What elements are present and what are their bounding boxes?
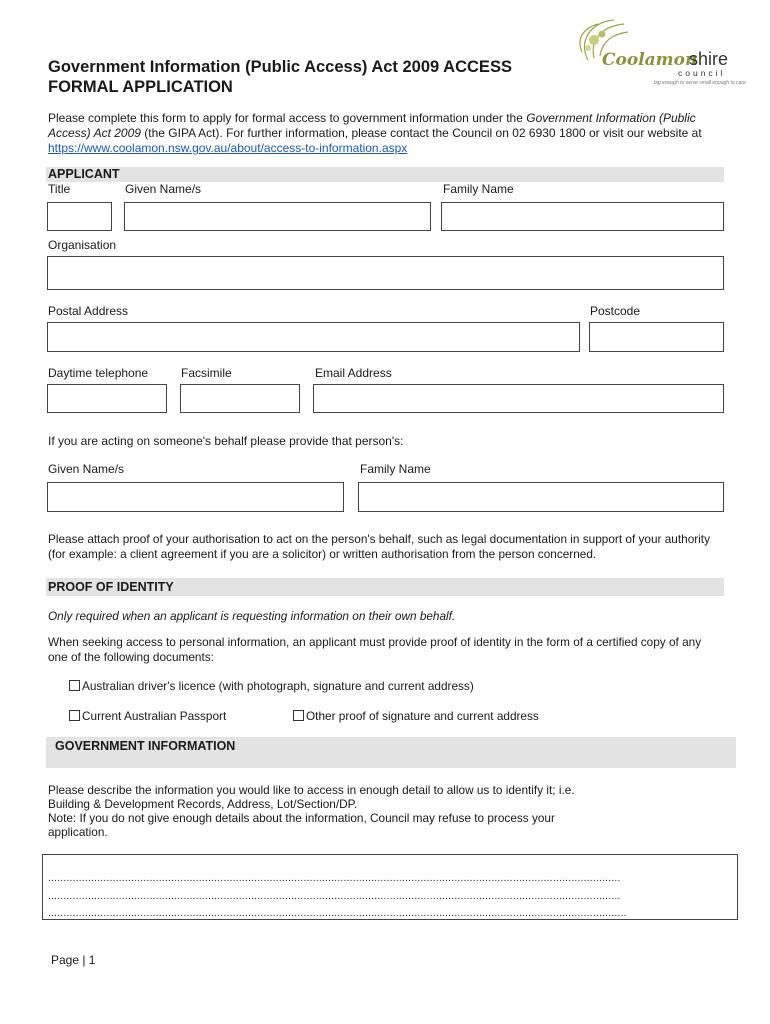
email-address-field[interactable] [313, 384, 724, 413]
logo-wordmark: Coolamon [602, 50, 698, 70]
family-name-label: Family Name [443, 182, 514, 196]
drivers-licence-checkbox[interactable] [69, 680, 80, 691]
identity-italic-note: Only required when an applicant is requesting information on their own behalf. [48, 609, 456, 623]
website-link[interactable]: https://www.coolamon.nsw.gov.au/about/access-to-information.aspx [48, 141, 408, 155]
postal-address-label: Postal Address [48, 304, 129, 318]
behalf-given-name-field[interactable] [47, 482, 344, 512]
identity-text: When seeking access to personal information, an applicant must provide proof of identity in the form of a certified copy of any one of the following documents: [48, 635, 702, 664]
description-line-2: .......................................................................................................................................................................................... [48, 891, 621, 902]
government-line-4: application. [48, 825, 108, 839]
daytime-telephone-field[interactable] [47, 384, 167, 413]
government-line-2: Building & Development Records, Address, Lot/Section/DP. [48, 797, 358, 811]
page-number: Page | 1 [51, 953, 96, 967]
given-name-label: Given Name/s [125, 182, 202, 196]
title-field[interactable] [47, 202, 112, 231]
authorisation-note: Please attach proof of your authorisation to act on the person's behalf, such as legal documentation in support of your authority (for example: a client agreement if you are a solicitor) or written authorisation from the person concerned. [48, 532, 710, 561]
facsimile-label: Facsimile [181, 366, 232, 380]
behalf-instruction: If you are acting on someone's behalf please provide that person's: [48, 434, 404, 448]
applicant-heading: APPLICANT [48, 167, 120, 181]
given-name-field[interactable] [124, 202, 431, 231]
option-drivers-licence[interactable]: Australian driver's licence (with photograph, signature and current address) [69, 679, 474, 694]
identity-heading: PROOF OF IDENTITY [48, 580, 174, 594]
behalf-family-name-label: Family Name [360, 462, 431, 476]
daytime-telephone-label: Daytime telephone [48, 366, 149, 380]
option-passport[interactable]: Current Australian Passport [69, 709, 226, 724]
page-title: Government Information (Public Access) Act 2009 ACCESS FORMAL APPLICATION [48, 58, 512, 96]
logo-tagline: big enough to serve small enough to care [654, 80, 746, 86]
description-line-1: .......................................................................................................................................................................................... [48, 873, 621, 884]
logo-council: council [678, 68, 726, 78]
family-name-field[interactable] [441, 202, 724, 231]
other-proof-checkbox[interactable] [293, 710, 304, 721]
council-logo [568, 12, 746, 92]
government-line-1: Please describe the information you would like to access in enough detail to allow us to identify it; i.e. [48, 783, 575, 797]
title-label: Title [48, 182, 71, 196]
government-line-3: Note: If you do not give enough details about the information, Council may refuse to process your [48, 811, 555, 825]
behalf-family-name-field[interactable] [358, 482, 724, 512]
logo-shire: shire [689, 49, 729, 69]
organisation-label: Organisation [48, 238, 117, 252]
organisation-field[interactable] [47, 256, 724, 290]
postal-address-field[interactable] [47, 322, 580, 352]
postcode-field[interactable] [589, 322, 724, 352]
passport-checkbox[interactable] [69, 710, 80, 721]
postcode-label: Postcode [590, 304, 641, 318]
applicant-section-bar [46, 167, 724, 182]
intro-paragraph: Please complete this form to apply for formal access to government information under the Government Information (Public Access) Act 2009 (the GIPA Act). For further information, please contact the Council on 02 6930 1800 or visit our website at https://www.coolamon.nsw.gov.au/about/access-to-information.aspx [48, 111, 702, 155]
behalf-given-name-label: Given Name/s [48, 462, 125, 476]
email-address-label: Email Address [315, 366, 392, 380]
description-line-3: ............................................................................................................................................................................................ [48, 908, 627, 919]
option-other-proof[interactable]: Other proof of signature and current address [293, 709, 539, 724]
government-heading: GOVERNMENT INFORMATION [55, 739, 236, 753]
facsimile-field[interactable] [180, 384, 300, 413]
